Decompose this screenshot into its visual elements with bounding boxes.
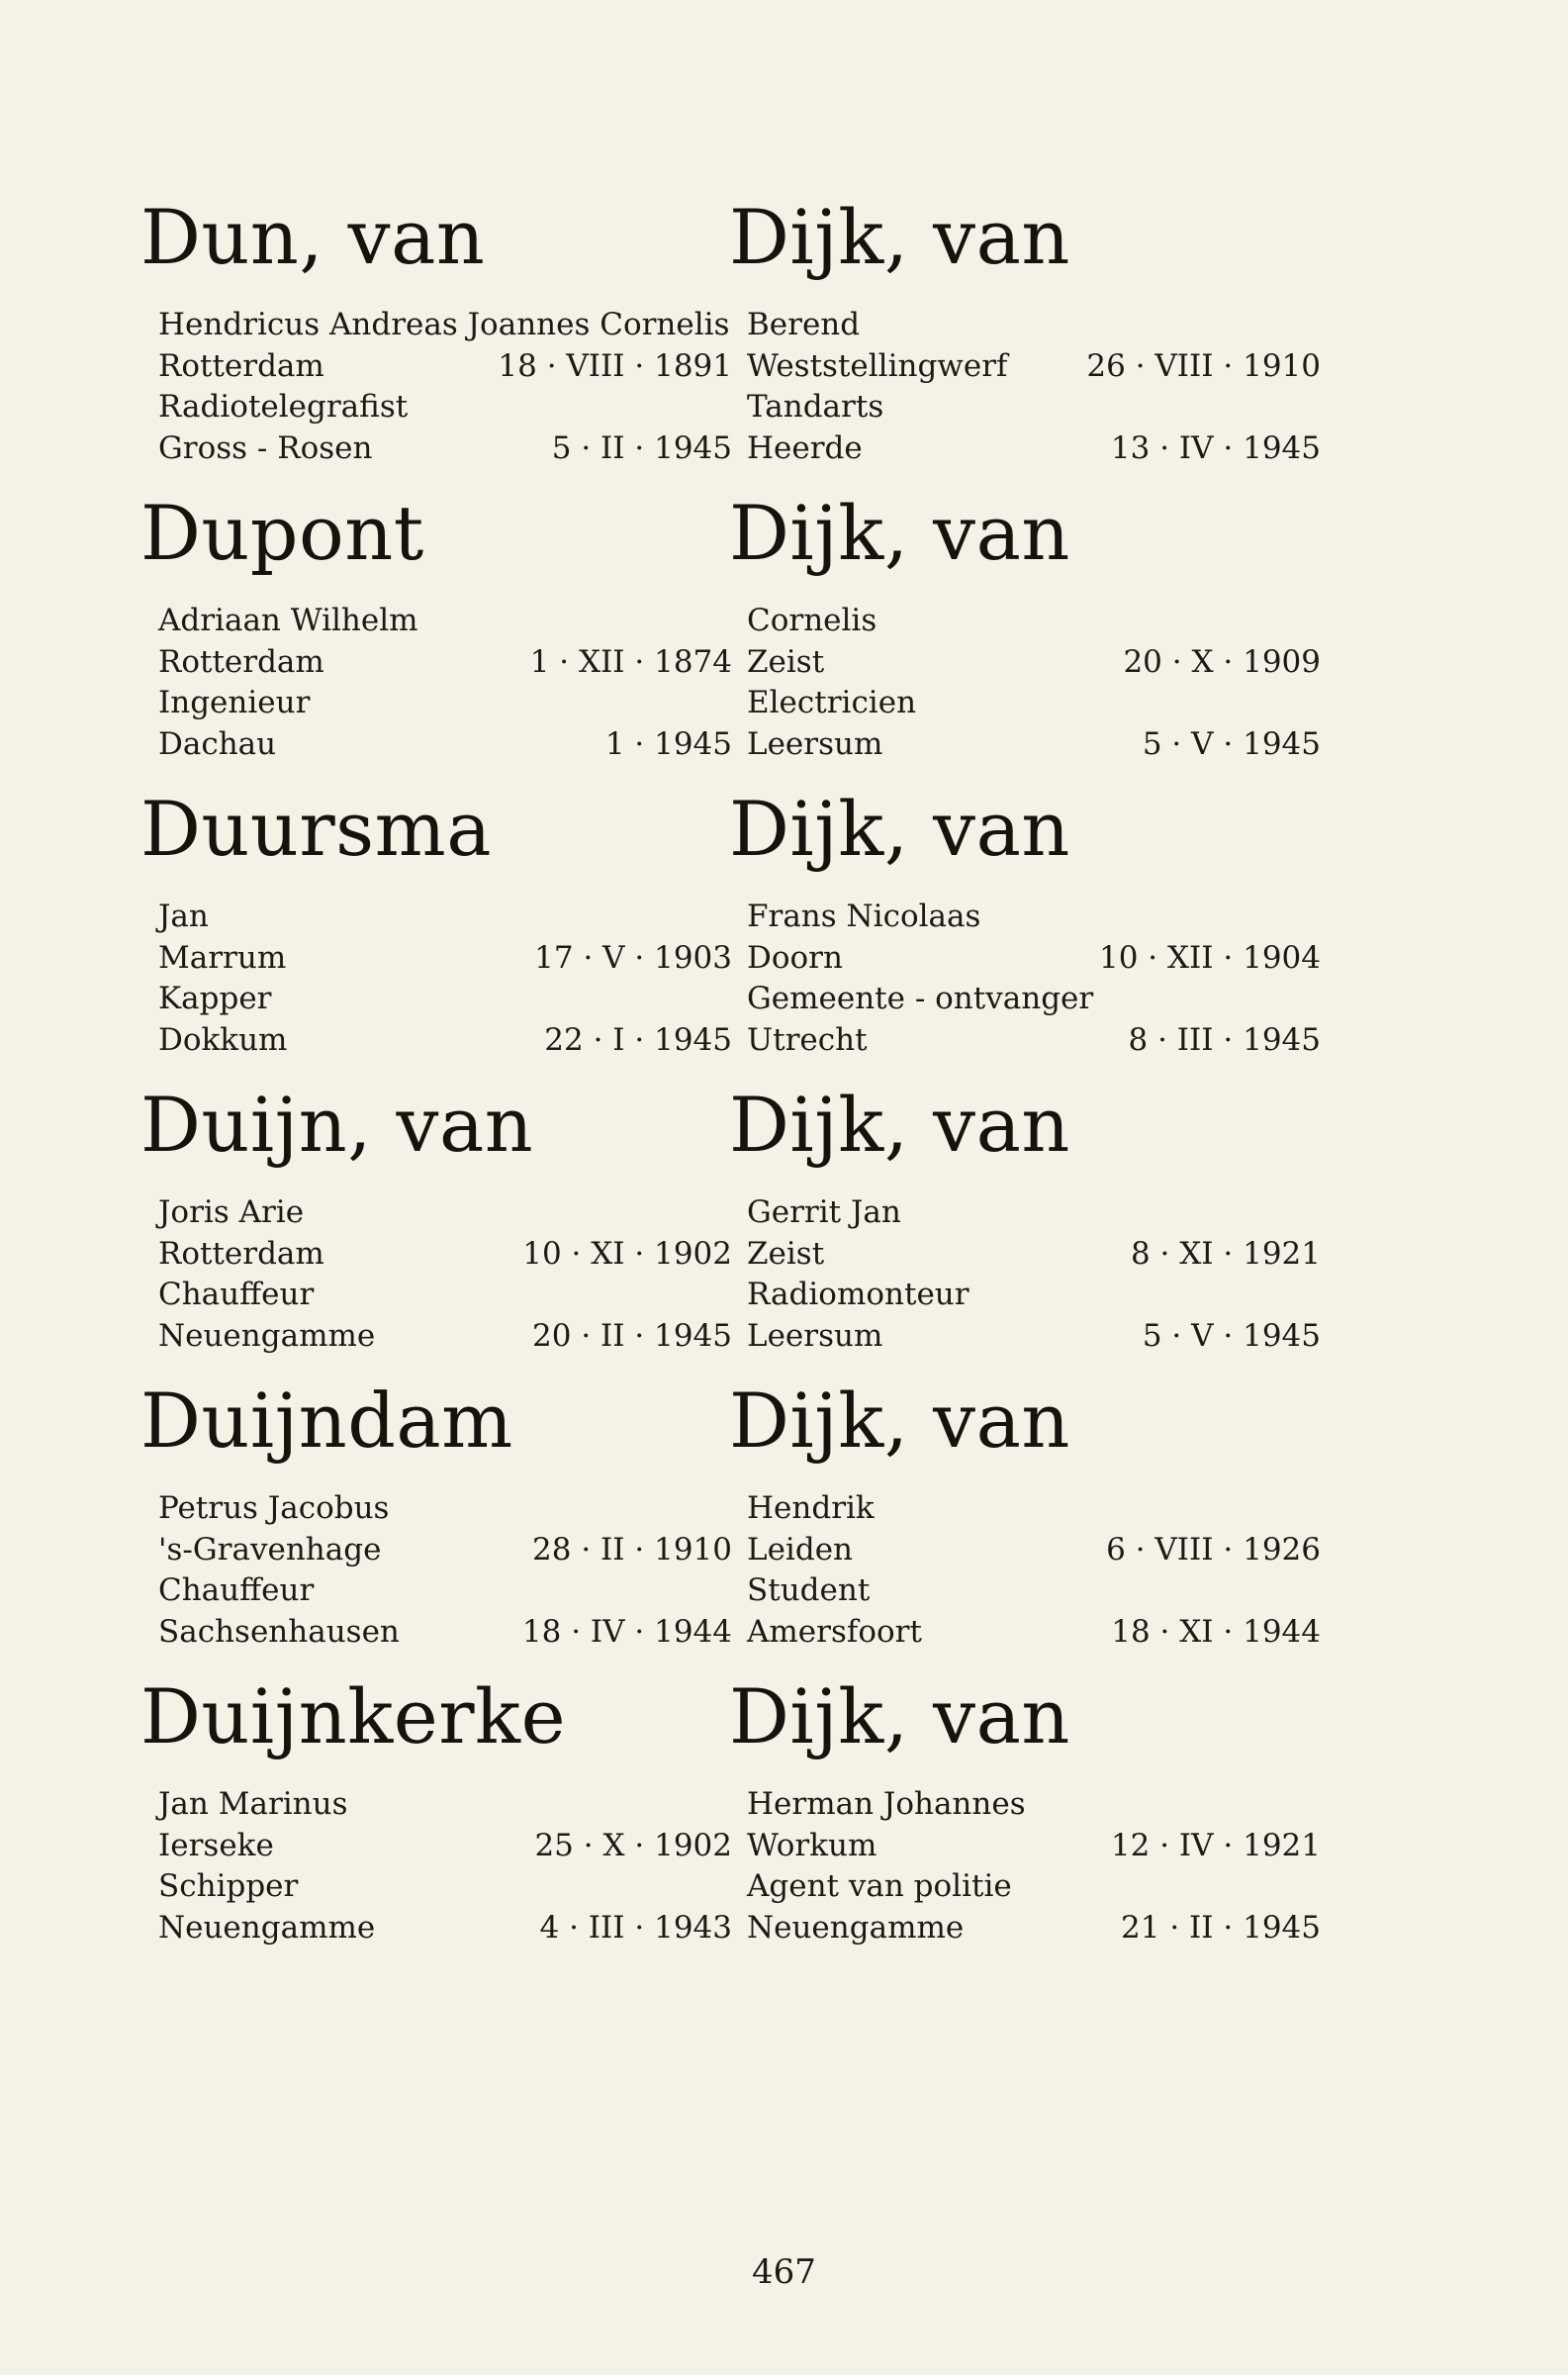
death-place: Dokkum [158, 1022, 288, 1058]
death-date: 18 · XI · 1944 [1111, 1614, 1321, 1650]
occupation-row [158, 1275, 732, 1314]
birth-date: 28 · II · 1910 [532, 1532, 732, 1568]
occupation: Gemeente - ontvanger [747, 981, 1094, 1016]
death-place: Sachsenhausen [158, 1614, 400, 1650]
birth-date: 1 · XII · 1874 [529, 644, 732, 680]
given-names-row [158, 305, 732, 344]
surname: Dijk, van [729, 785, 1070, 873]
surname: Dijk, van [729, 1377, 1070, 1465]
given-names: Hendrik [747, 1490, 875, 1526]
given-names: Jan [158, 899, 209, 934]
occupation-row [747, 1866, 1321, 1906]
surname: Duursma [140, 785, 493, 873]
death-date: 1 · 1945 [604, 726, 732, 762]
entry-right-2 [729, 489, 1321, 786]
death-place: Neuengamme [158, 1910, 376, 1946]
death-place-row [747, 1908, 1321, 1948]
entry-left-5 [140, 1377, 732, 1673]
birthplace: Marrum [158, 940, 287, 976]
birth-date: 10 · XI · 1902 [522, 1236, 732, 1272]
page-number: 467 [752, 2252, 816, 2292]
birthplace: Leiden [747, 1532, 854, 1568]
death-place-row [158, 724, 732, 764]
occupation: Kapper [158, 981, 272, 1016]
occupation-row [158, 1866, 732, 1906]
occupation: Student [747, 1572, 871, 1608]
given-names-row [747, 1192, 1321, 1232]
death-place: Utrecht [747, 1022, 868, 1058]
birthplace-row [158, 1530, 732, 1569]
given-names: Herman Johannes [747, 1786, 1026, 1822]
given-names: Jan Marinus [158, 1786, 348, 1822]
entry-left-1 [140, 193, 732, 490]
death-place-row [158, 1908, 732, 1948]
birthplace: Weststellingwerf [747, 348, 1008, 384]
given-names-row [747, 601, 1321, 640]
birth-date: 8 · XI · 1921 [1130, 1236, 1321, 1272]
occupation-row [158, 387, 732, 427]
birth-date: 17 · V · 1903 [534, 940, 732, 976]
entry-right-5 [729, 1377, 1321, 1673]
occupation: Ingenieur [158, 685, 311, 720]
death-place: Amersfoort [747, 1614, 922, 1650]
death-place: Dachau [158, 726, 277, 762]
birthplace: Rotterdam [158, 1236, 324, 1272]
given-names-row [158, 897, 732, 936]
occupation: Chauffeur [158, 1572, 315, 1608]
death-place: Leersum [747, 1318, 883, 1354]
birth-date: 18 · VIII · 1891 [498, 348, 732, 384]
birthplace-row [158, 1826, 732, 1865]
birth-date: 20 · X · 1909 [1123, 644, 1321, 680]
birth-date: 10 · XII · 1904 [1098, 940, 1321, 976]
birthplace: Doorn [747, 940, 843, 976]
death-place: Neuengamme [747, 1910, 965, 1946]
given-names: Hendricus Andreas Joannes Cornelis [158, 307, 730, 342]
given-names: Gerrit Jan [747, 1194, 901, 1230]
occupation: Schipper [158, 1868, 299, 1904]
death-date: 4 · III · 1943 [539, 1910, 732, 1946]
given-names-row [747, 1784, 1321, 1824]
death-place: Leersum [747, 726, 883, 762]
occupation-row [158, 1570, 732, 1610]
birthplace-row [158, 938, 732, 978]
birthplace-row [747, 938, 1321, 978]
given-names-row [158, 601, 732, 640]
death-date: 13 · IV · 1945 [1110, 430, 1321, 466]
occupation: Tandarts [747, 389, 884, 425]
death-date: 5 · II · 1945 [551, 430, 732, 466]
birth-date: 25 · X · 1902 [534, 1828, 732, 1863]
occupation: Radiomonteur [747, 1277, 969, 1312]
occupation-row [747, 683, 1321, 722]
given-names-row [747, 897, 1321, 936]
death-place-row [158, 1612, 732, 1652]
death-date: 22 · I · 1945 [544, 1022, 732, 1058]
death-date: 5 · V · 1945 [1142, 1318, 1321, 1354]
occupation: Chauffeur [158, 1277, 315, 1312]
birthplace: Workum [747, 1828, 877, 1863]
given-names: Adriaan Wilhelm [158, 603, 418, 638]
occupation-row [747, 387, 1321, 427]
entry-left-2 [140, 489, 732, 786]
birthplace-row [158, 642, 732, 682]
birthplace-row [747, 1530, 1321, 1569]
surname: Duijnkerke [140, 1672, 567, 1760]
death-place: Neuengamme [158, 1318, 376, 1354]
death-place-row [747, 724, 1321, 764]
occupation: Agent van politie [747, 1868, 1012, 1904]
surname: Dupont [140, 489, 424, 577]
occupation-row [747, 1570, 1321, 1610]
occupation-row [158, 683, 732, 722]
occupation-row [747, 1275, 1321, 1314]
surname: Duijndam [140, 1377, 513, 1465]
death-date: 20 · II · 1945 [532, 1318, 732, 1354]
surname: Dijk, van [729, 1081, 1070, 1169]
entry-right-6 [729, 1672, 1321, 1969]
birthplace: Zeist [747, 1236, 825, 1272]
given-names-row [158, 1192, 732, 1232]
occupation-row [747, 979, 1321, 1018]
surname: Dijk, van [729, 193, 1070, 281]
given-names-row [747, 1488, 1321, 1528]
death-place-row [158, 428, 732, 468]
birthplace: 's-Gravenhage [158, 1532, 382, 1568]
death-place-row [747, 1612, 1321, 1652]
occupation: Electricien [747, 685, 917, 720]
birthplace-row [747, 642, 1321, 682]
death-place-row [747, 428, 1321, 468]
birth-date: 6 · VIII · 1926 [1106, 1532, 1321, 1568]
birthplace-row [747, 1826, 1321, 1865]
death-place-row [158, 1316, 732, 1356]
given-names: Frans Nicolaas [747, 899, 981, 934]
given-names: Joris Arie [158, 1194, 305, 1230]
birthplace: Zeist [747, 644, 825, 680]
entry-left-3 [140, 785, 732, 1082]
birthplace-row [158, 1234, 732, 1274]
surname: Duijn, van [140, 1081, 534, 1169]
birth-date: 26 · VIII · 1910 [1086, 348, 1321, 384]
given-names: Petrus Jacobus [158, 1490, 390, 1526]
death-place-row [747, 1020, 1321, 1060]
given-names-row [158, 1784, 732, 1824]
entry-right-1 [729, 193, 1321, 490]
death-place: Gross - Rosen [158, 430, 373, 466]
death-place: Heerde [747, 430, 863, 466]
birthplace: Rotterdam [158, 644, 324, 680]
occupation: Radiotelegrafist [158, 389, 409, 425]
death-date: 18 · IV · 1944 [521, 1614, 732, 1650]
death-place-row [747, 1316, 1321, 1356]
death-place-row [158, 1020, 732, 1060]
occupation-row [158, 979, 732, 1018]
entry-right-4 [729, 1081, 1321, 1378]
given-names-row [158, 1488, 732, 1528]
birthplace-row [747, 1234, 1321, 1274]
death-date: 21 · II · 1945 [1121, 1910, 1321, 1946]
given-names: Berend [747, 307, 861, 342]
death-date: 5 · V · 1945 [1142, 726, 1321, 762]
surname: Dun, van [140, 193, 486, 281]
birth-date: 12 · IV · 1921 [1110, 1828, 1321, 1863]
surname: Dijk, van [729, 489, 1070, 577]
birthplace-row [747, 346, 1321, 386]
birthplace-row [158, 346, 732, 386]
entry-right-3 [729, 785, 1321, 1082]
death-date: 8 · III · 1945 [1128, 1022, 1321, 1058]
birthplace: Rotterdam [158, 348, 324, 384]
given-names-row [747, 305, 1321, 344]
entry-left-6 [140, 1672, 732, 1969]
given-names: Cornelis [747, 603, 877, 638]
birthplace: Ierseke [158, 1828, 274, 1863]
entry-left-4 [140, 1081, 732, 1378]
surname: Dijk, van [729, 1672, 1070, 1760]
